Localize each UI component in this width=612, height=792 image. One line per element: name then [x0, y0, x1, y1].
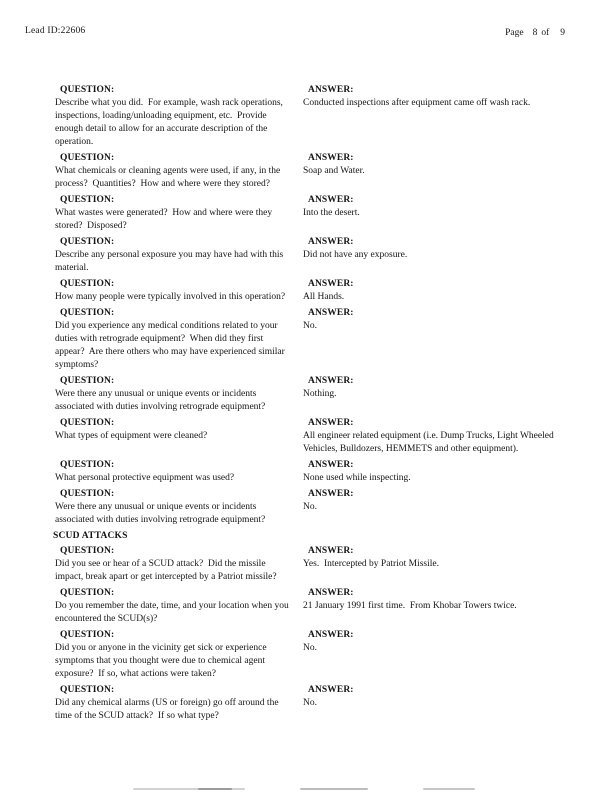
question-label: QUESTION: — [60, 460, 115, 470]
qa-row — [55, 307, 555, 372]
question-text: Did any chemical alarms (US or foreign) go off around the time of the SCUD attack? If so what type? — [55, 698, 281, 721]
answer-label: ANSWER: — [308, 376, 354, 386]
answer-label: ANSWER: — [308, 279, 354, 289]
answer-label: ANSWER: — [308, 489, 354, 499]
question-cell — [55, 684, 303, 723]
answer-cell — [303, 629, 555, 655]
question-label: QUESTION: — [60, 489, 115, 499]
question-cell — [55, 194, 303, 233]
question-text: Did you experience any medical conditions related to your duties with retrograde equipment? When did they first appear? Are there others who may have experienced similar symptoms? — [55, 321, 288, 370]
question-label: QUESTION: — [60, 685, 115, 695]
answer-cell — [303, 375, 555, 401]
question-cell — [55, 375, 303, 414]
question-text: Did you see or hear of a SCUD attack? Did the missile impact, break apart or get intercepted by a Patriot missile? — [55, 559, 277, 582]
qa-row — [55, 152, 555, 191]
scan-artifact — [300, 788, 368, 790]
answer-label: ANSWER: — [308, 588, 354, 598]
answer-text: No. — [303, 321, 317, 331]
qa-row — [55, 459, 555, 485]
question-cell — [55, 278, 303, 304]
question-cell — [55, 152, 303, 191]
question-label: QUESTION: — [60, 153, 115, 163]
qa-row — [55, 194, 555, 233]
question-text: Describe what you did. For example, wash rack operations, inspections, loading/unloading equipment, etc. Provide enough detail to allow for an accurate description of the operation. — [55, 98, 286, 147]
answer-label: ANSWER: — [308, 685, 354, 695]
question-label: QUESTION: — [60, 546, 115, 556]
page-total: 9 — [560, 28, 565, 38]
question-text: What chemicals or cleaning agents were used, if any, in the process? Quantities? How and where were they stored? — [55, 166, 283, 189]
answer-text: 21 January 1991 first time. From Khobar Towers twice. — [303, 601, 517, 611]
answer-text: Did not have any exposure. — [303, 250, 408, 260]
answer-cell — [303, 587, 555, 613]
qa-row — [55, 684, 555, 723]
qa-row — [55, 236, 555, 275]
question-cell — [55, 488, 303, 527]
qa-table — [55, 84, 555, 726]
section-heading: SCUD ATTACKS — [53, 531, 128, 541]
answer-text: No. — [303, 643, 317, 653]
question-label: QUESTION: — [60, 630, 115, 640]
answer-label: ANSWER: — [308, 85, 354, 95]
question-text: How many people were typically involved in this operation? — [55, 292, 286, 302]
question-label: QUESTION: — [60, 308, 115, 318]
question-label: QUESTION: — [60, 588, 115, 598]
question-cell — [55, 587, 303, 626]
answer-cell — [303, 278, 555, 304]
question-label: QUESTION: — [60, 376, 115, 386]
question-cell — [55, 417, 303, 443]
answer-cell — [303, 307, 555, 333]
page-number — [505, 27, 565, 40]
qa-row — [55, 488, 555, 527]
qa-row — [55, 84, 555, 149]
answer-label: ANSWER: — [308, 418, 354, 428]
answer-label: ANSWER: — [308, 546, 354, 556]
qa-row — [55, 417, 555, 456]
question-text: Do you remember the date, time, and your location when you encountered the SCUD(s)? — [55, 601, 292, 624]
lead-id: Lead ID:22606 — [25, 26, 86, 36]
question-label: QUESTION: — [60, 418, 115, 428]
answer-label: ANSWER: — [308, 153, 354, 163]
question-text: Describe any personal exposure you may have had with this material. — [55, 250, 286, 273]
answer-text: All Hands. — [303, 292, 345, 302]
question-cell — [55, 307, 303, 372]
answer-text: Soap and Water. — [303, 166, 365, 176]
answer-label: ANSWER: — [308, 308, 354, 318]
qa-row — [55, 629, 555, 681]
answer-text: None used while inspecting. — [303, 473, 411, 483]
question-cell — [55, 236, 303, 275]
question-text: What types of equipment were cleaned? — [55, 431, 208, 441]
qa-row — [55, 587, 555, 626]
answer-cell — [303, 152, 555, 178]
answer-cell — [303, 545, 555, 571]
answer-text: No. — [303, 502, 317, 512]
answer-text: No. — [303, 698, 317, 708]
scan-artifact — [423, 788, 475, 790]
qa-row — [55, 278, 555, 304]
page-label: Page — [505, 28, 524, 38]
answer-text: Into the desert. — [303, 208, 360, 218]
question-text: Were there any unusual or unique events or incidents associated with duties involving retrograde equipment? — [55, 389, 266, 412]
answer-text: Conducted inspections after equipment came off wash rack. — [303, 98, 531, 108]
answer-cell — [303, 417, 555, 456]
page-of-label: of — [541, 28, 550, 38]
answer-cell — [303, 84, 555, 110]
question-label: QUESTION: — [60, 195, 115, 205]
question-cell — [55, 84, 303, 149]
question-text: Were there any unusual or unique events or incidents associated with duties involving retrograde equipment? — [55, 502, 266, 525]
answer-cell — [303, 194, 555, 220]
scan-artifact — [198, 788, 232, 790]
qa-row — [55, 545, 555, 584]
question-cell — [55, 545, 303, 584]
question-cell — [55, 629, 303, 681]
answer-label: ANSWER: — [308, 195, 354, 205]
question-text: Did you or anyone in the vicinity get sick or experience symptoms that you thought were due to chemical agent exposure? If so, what actions were taken? — [55, 643, 269, 679]
answer-label: ANSWER: — [308, 237, 354, 247]
answer-cell — [303, 459, 555, 485]
answer-label: ANSWER: — [308, 630, 354, 640]
question-label: QUESTION: — [60, 85, 115, 95]
question-label: QUESTION: — [60, 279, 115, 289]
question-text: What wastes were generated? How and where were they stored? Disposed? — [55, 208, 275, 231]
answer-cell — [303, 488, 555, 514]
question-label: QUESTION: — [60, 237, 115, 247]
page-current: 8 — [532, 28, 538, 38]
question-cell — [55, 459, 303, 485]
qa-row — [55, 375, 555, 414]
answer-text: Yes. Intercepted by Patriot Missile. — [303, 559, 439, 569]
answer-text: Nothing. — [303, 389, 337, 399]
question-text: What personal protective equipment was used? — [55, 473, 235, 483]
answer-cell — [303, 684, 555, 710]
answer-cell — [303, 236, 555, 262]
answer-text: All engineer related equipment (i.e. Dump Trucks, Light Wheeled Vehicles, Bulldozers, HEMMETS and other equipment). — [303, 431, 556, 454]
answer-label: ANSWER: — [308, 460, 354, 470]
